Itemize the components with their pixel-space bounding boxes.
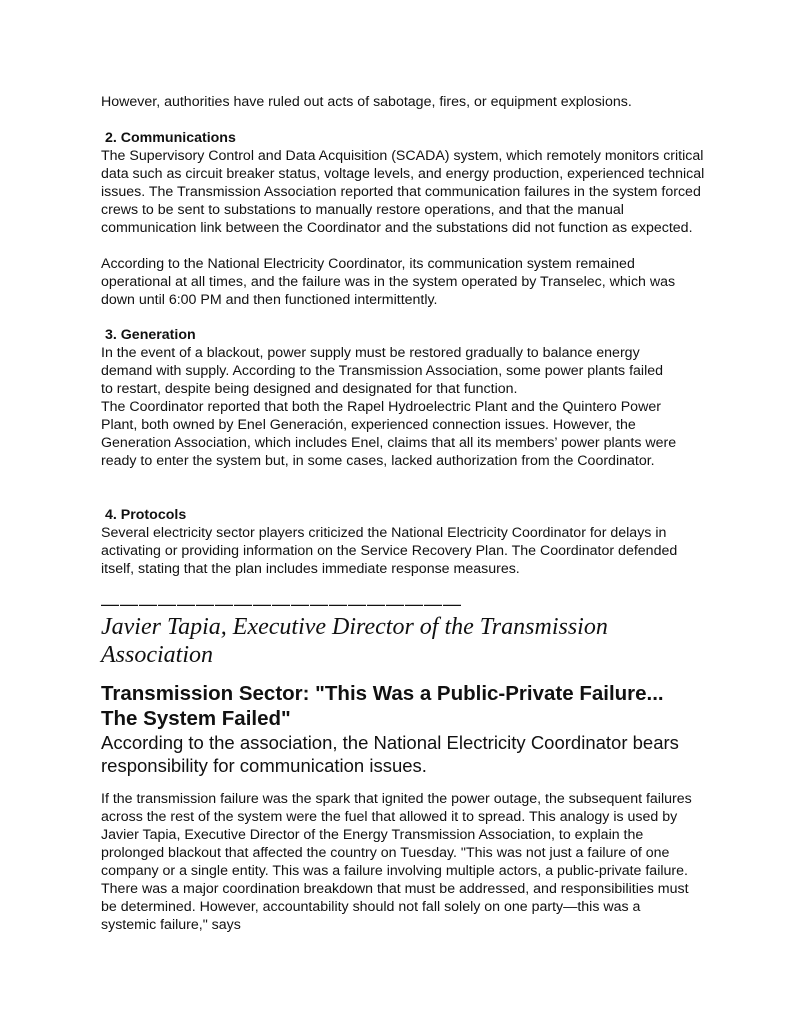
protocols-paragraph: Several electricity sector players criticized the National Electricity Coordinator for delays in activating or providing information on the Service Recovery Plan. The Coordinator defended itself, stating that the plan includes immediate response measures. [101,525,678,577]
communications-paragraph-1: The Supervisory Control and Data Acquisition (SCADA) system, which remotely monitors critical data such as circuit breaker status, voltage levels, and energy production, experienced technical issues. The Transmission Association reported that communication failures in the system forced crews to be sent to substations to manually restore operations, and that the manual communication link between the Coordinator and the substations did not function as expected. [101,148,705,236]
section-divider: ——————————————————— [101,594,462,614]
communications-paragraph-2: According to the National Electricity Coordinator, its communication system remained operational at all times, and the failure was in the system operated by Transelec, which was down until 6:00 PM and then functioned intermittently. [101,256,676,308]
generation-paragraph-2: The Coordinator reported that both the Rapel Hydroelectric Plant and the Quintero Power Plant, both owned by Enel Generación, experienced connection issues. However, the Generation Association, which includes Enel, claims that all its members’ power plants were ready to enter the system but, in some cases, lacked authorization from the Coordinator. [101,399,677,469]
byline: Javier Tapia, Executive Director of the Transmission Association [101,614,608,668]
article-body: If the transmission failure was the spark that ignited the power outage, the subsequent failures across the rest of the system were the fuel that allowed it to spread. This analogy is used by Javier Tapia, Executive Director of the Energy Transmission Association, to explain the prolonged blackout that affected the country on Tuesday. "This was not just a failure of one company or a single entity. This was a failure involving multiple actors, a public-private failure. There was a major coordination breakdown that must be addressed, and responsibilities must be determined. However, accountability should not fall solely on one party—this was a systemic failure," says [101,791,692,933]
section-heading-protocols: 4. Protocols [105,507,187,523]
article-title: Transmission Sector: "This Was a Public-Private Failure... The System Failed" [101,682,664,730]
generation-paragraph-1: In the event of a blackout, power supply must be restored gradually to balance energy demand with supply. According to the Transmission Association, some power plants failed to restart, despite being designed and designated for that function. [101,345,664,397]
article-subtitle: According to the association, the National Electricity Coordinator bears responsibility for communication issues. [101,732,679,776]
section-heading-communications: 2. Communications [105,130,236,146]
intro-paragraph: However, authorities have ruled out acts of sabotage, fires, or equipment explosions. [101,94,632,110]
section-heading-generation: 3. Generation [105,327,196,343]
